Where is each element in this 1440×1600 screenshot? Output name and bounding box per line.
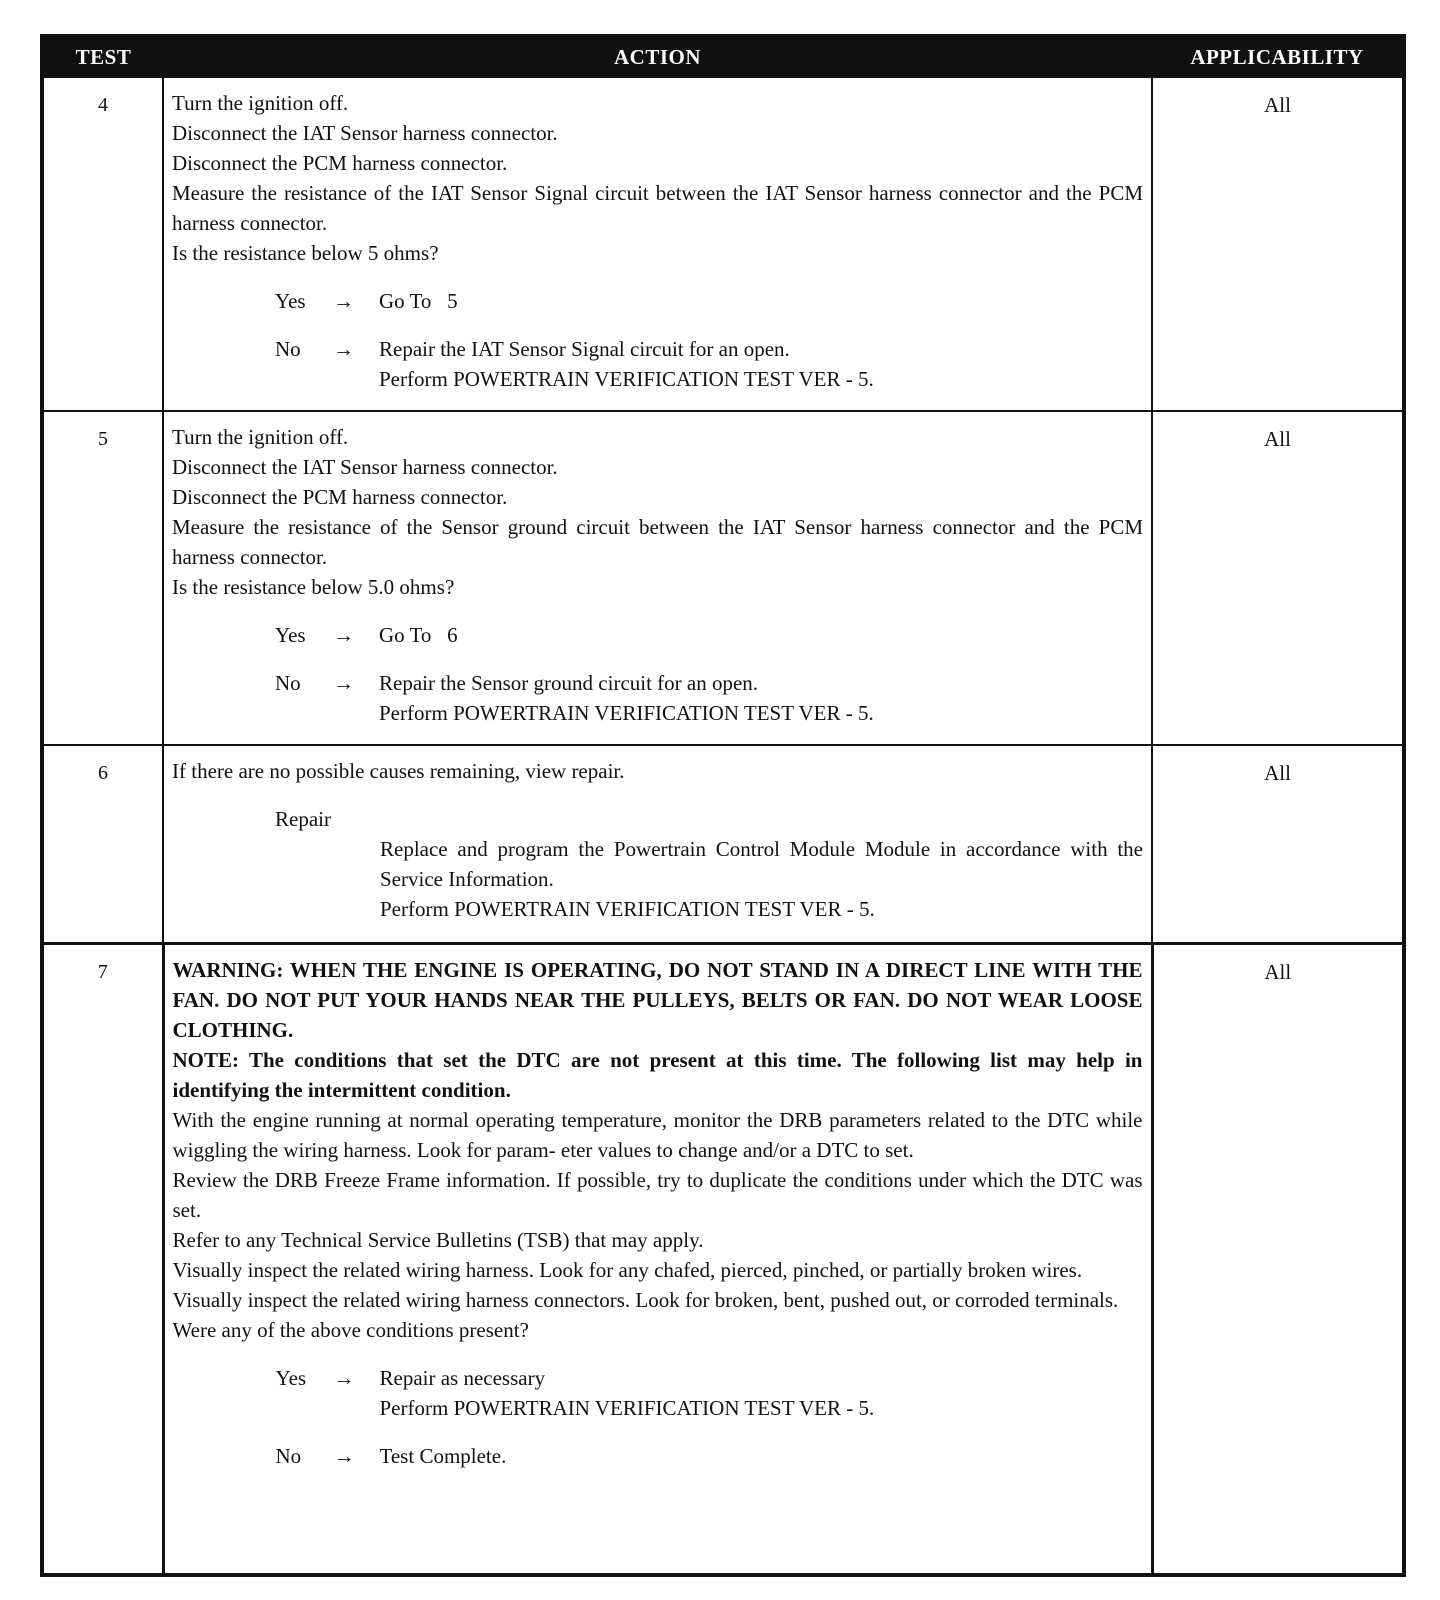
action-cell <box>163 745 1152 944</box>
no-result-line: Repair the Sensor ground circuit for an open. <box>379 671 759 695</box>
applicability-cell: All <box>1152 745 1404 944</box>
right-arrow-icon: → <box>333 337 354 361</box>
table-row <box>42 77 1404 411</box>
no-branch <box>275 668 1143 728</box>
action-step: Disconnect the IAT Sensor harness connector. <box>172 455 558 479</box>
action-question: Is the resistance below 5.0 ohms? <box>172 575 455 599</box>
yes-label: Yes <box>275 289 306 313</box>
no-label: No <box>275 337 301 361</box>
right-arrow-icon: → <box>333 1366 355 1390</box>
header-applicability: APPLICABILITY <box>1152 36 1404 77</box>
yes-result: Go To 6 <box>379 623 458 647</box>
no-branch <box>276 1441 1143 1471</box>
table-row <box>42 944 1404 1576</box>
action-question: Is the resistance below 5 ohms? <box>172 241 439 265</box>
action-step: If there are no possible causes remaining, view repair. <box>172 759 625 783</box>
yes-branch <box>276 1363 1143 1423</box>
repair-label: Repair <box>275 807 331 831</box>
action-step: Measure the resistance of the Sensor ground circuit between the IAT Sensor harness connector and the PCM harness connector. <box>172 515 1143 569</box>
action-step: Disconnect the IAT Sensor harness connector. <box>172 121 558 145</box>
diagnostic-test-table-sheet <box>40 34 1406 1577</box>
note-text: NOTE: The conditions that set the DTC are not present at this time. The following list may help in identifying the intermittent condition. <box>172 1048 1143 1102</box>
action-step: Measure the resistance of the IAT Sensor Signal circuit between the IAT Sensor harness connector and the PCM harness connector. <box>172 181 1143 235</box>
yes-result-line: Perform POWERTRAIN VERIFICATION TEST VER - 5. <box>379 1396 875 1420</box>
test-number: 4 <box>42 77 163 411</box>
yes-result-line: Repair as necessary <box>379 1366 546 1390</box>
action-step: Turn the ignition off. <box>172 91 349 115</box>
test-number: 7 <box>42 944 163 1576</box>
action-step: Visually inspect the related wiring harness. Look for any chafed, pierced, pinched, or partially broken wires. <box>172 1258 1083 1282</box>
yes-branch <box>275 620 1143 650</box>
test-number: 6 <box>42 745 163 944</box>
diagnostic-test-table <box>40 34 1406 1577</box>
header-test: TEST <box>42 36 163 77</box>
right-arrow-icon: → <box>333 671 354 695</box>
action-question: Were any of the above conditions present? <box>172 1318 529 1342</box>
repair-text: Replace and program the Powertrain Control Module Module in accordance with the Service Information. <box>380 837 1143 891</box>
action-cell <box>163 411 1152 745</box>
action-step: Review the DRB Freeze Frame information. If possible, try to duplicate the conditions under which the DTC was set. <box>172 1168 1143 1222</box>
no-result-line: Perform POWERTRAIN VERIFICATION TEST VER - 5. <box>379 701 874 725</box>
action-step: Turn the ignition off. <box>172 425 349 449</box>
applicability-cell: All <box>1152 77 1404 411</box>
yes-label: Yes <box>275 1366 307 1390</box>
table-row <box>42 745 1404 944</box>
applicability-cell: All <box>1152 411 1404 745</box>
header-action: ACTION <box>163 36 1152 77</box>
action-cell <box>163 944 1152 1576</box>
action-step: Disconnect the PCM harness connector. <box>172 485 508 509</box>
yes-label: Yes <box>275 623 306 647</box>
action-step: Visually inspect the related wiring harness connectors. Look for broken, bent, pushed out, or corroded terminals. <box>172 1288 1119 1312</box>
applicability-cell: All <box>1152 944 1404 1576</box>
no-result-line: Repair the IAT Sensor Signal circuit for an open. <box>379 337 790 361</box>
no-result <box>379 668 1143 728</box>
no-label: No <box>275 1444 302 1468</box>
action-step: Disconnect the PCM harness connector. <box>172 151 508 175</box>
action-step: With the engine running at normal operating temperature, monitor the DRB parameters related to the DTC while wiggling the wiring harness. Look for param- eter values to change and/or a DTC to set. <box>172 1108 1143 1162</box>
no-label: No <box>275 671 301 695</box>
right-arrow-icon: → <box>333 1444 355 1468</box>
test-number: 5 <box>42 411 163 745</box>
no-branch <box>275 334 1143 394</box>
action-cell <box>163 77 1152 411</box>
table-row <box>42 411 1404 745</box>
no-result-line: Perform POWERTRAIN VERIFICATION TEST VER - 5. <box>379 367 874 391</box>
yes-result <box>380 1363 1143 1423</box>
no-result: Test Complete. <box>379 1444 507 1468</box>
yes-branch <box>275 286 1143 316</box>
right-arrow-icon: → <box>333 289 354 313</box>
repair-block <box>172 804 1143 924</box>
yes-result: Go To 5 <box>379 289 458 313</box>
warning-text: WARNING: WHEN THE ENGINE IS OPERATING, DO NOT STAND IN A DIRECT LINE WITH THE FAN. DO NOT PUT YOUR HANDS NEAR THE PULLEYS, BELTS OR FAN. DO NOT WEAR LOOSE CLOTHING. <box>172 958 1143 1042</box>
action-step: Refer to any Technical Service Bulletins (TSB) that may apply. <box>172 1228 704 1252</box>
table-header <box>42 36 1404 77</box>
repair-text: Perform POWERTRAIN VERIFICATION TEST VER - 5. <box>380 897 875 921</box>
no-result <box>379 334 1143 394</box>
right-arrow-icon: → <box>333 623 354 647</box>
